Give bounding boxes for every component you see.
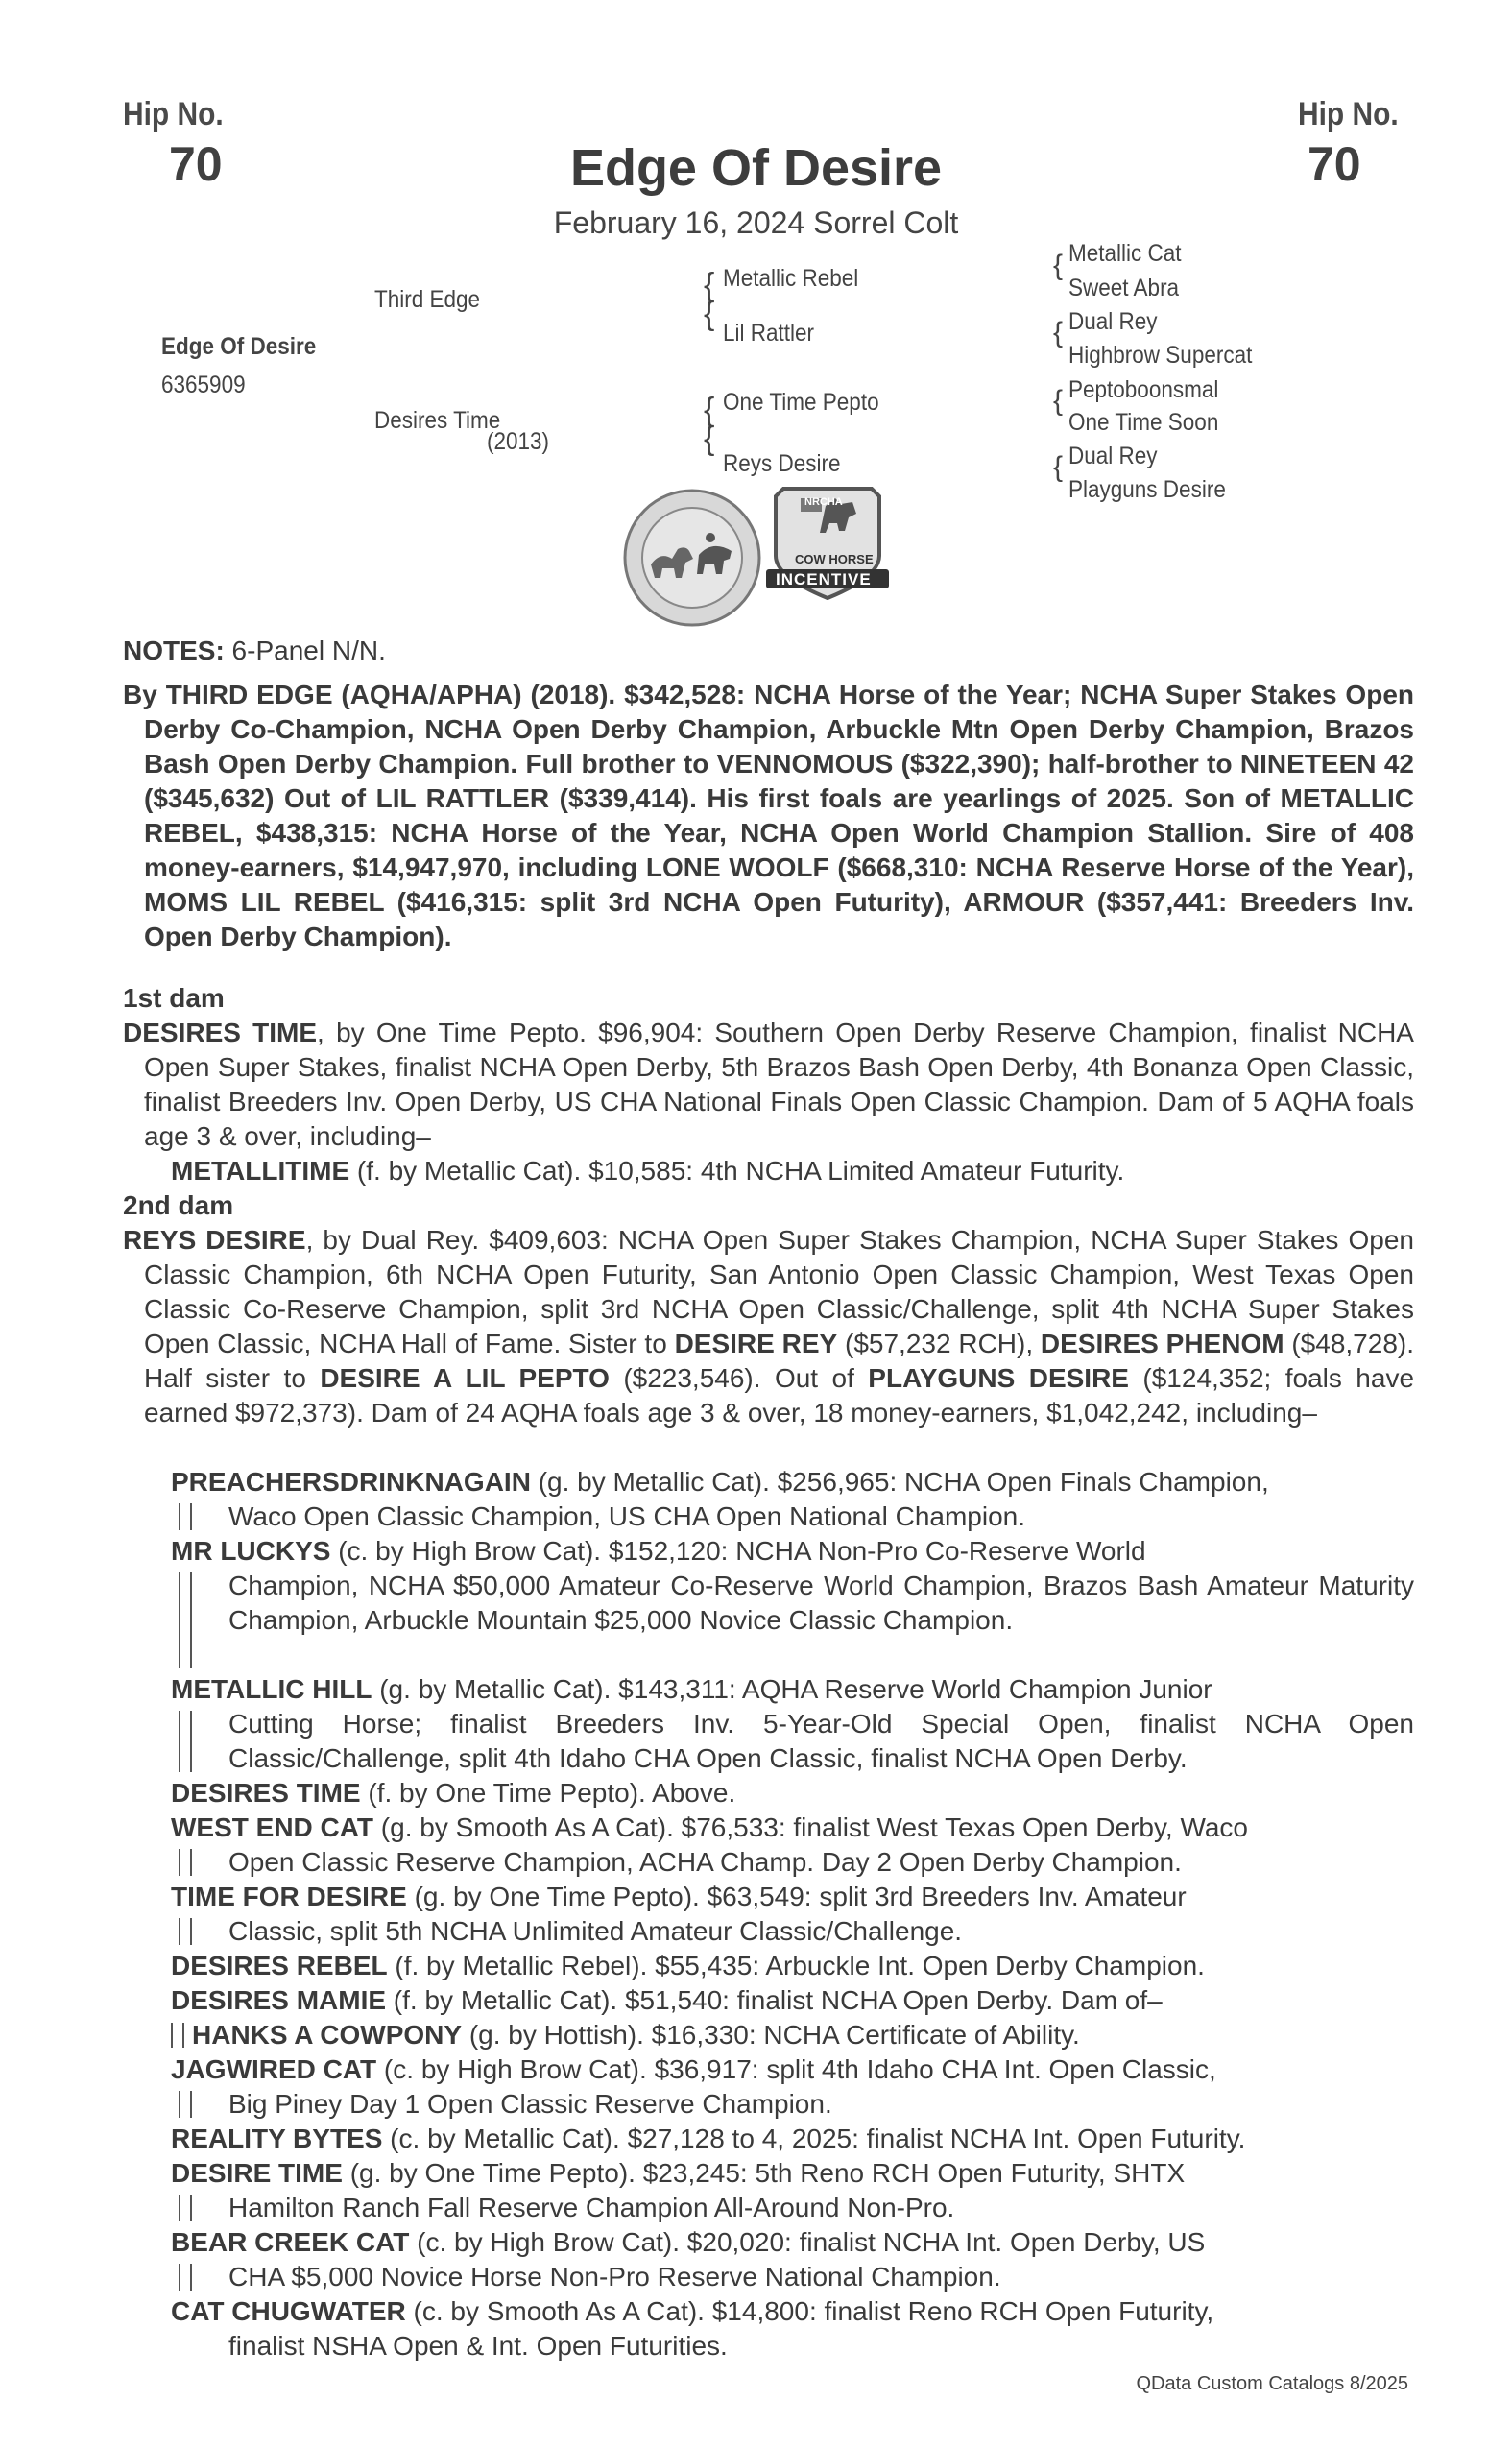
- lineage-bars: [179, 1711, 192, 1772]
- brace-g5: {: [1053, 385, 1064, 417]
- progeny-entry-8: [171, 1983, 1414, 2018]
- foaling-info: February 16, 2024 Sorrel Colt: [553, 205, 959, 240]
- brace-dam-low: {: [704, 420, 715, 457]
- second-dam-text-2: ($57,232 RCH),: [837, 1329, 1041, 1358]
- pedigree-g3: Dual Rey: [1068, 308, 1158, 335]
- pedigree-g6: One Time Soon: [1068, 409, 1219, 436]
- pedigree-sire-dam: Lil Rattler: [723, 320, 815, 347]
- badge-mid-text: COW HORSE: [795, 552, 874, 566]
- horse-name-title: Edge Of Desire: [569, 139, 943, 197]
- brace-g1: {: [1053, 250, 1064, 281]
- progeny-detail-5: (g. by Smooth As A Cat). $76,533: finalist West Texas Open Derby, Waco: [373, 1812, 1248, 1842]
- brace-dam: {: [704, 392, 715, 428]
- hip-number-left: 70: [169, 137, 223, 191]
- progeny-detail-6: (g. by One Time Pepto). $63,549: split 3rd Breeders Inv. Amateur: [406, 1882, 1187, 1911]
- progeny-name-5: WEST END CAT: [171, 1812, 374, 1842]
- progeny-continuation-12: CHA $5,000 Novice Horse Non-Pro Reserve National Champion.: [228, 2262, 1001, 2292]
- second-dam-name: REYS DESIRE: [123, 1225, 306, 1255]
- pedigree-g1: Metallic Cat: [1068, 240, 1182, 267]
- pedigree-dam-sire: One Time Pepto: [723, 389, 879, 416]
- progeny-entry-12: [171, 2225, 1414, 2294]
- progeny-name-13: CAT CHUGWATER: [171, 2296, 406, 2326]
- notes-line: [123, 634, 386, 668]
- progeny-name-4: DESIRES TIME: [171, 1778, 361, 1808]
- first-dam-offspring: [171, 1154, 1124, 1188]
- progeny-detail-7: (f. by Metallic Rebel). $55,435: Arbuckle Int. Open Derby Champion.: [387, 1951, 1205, 1980]
- pedigree-g7: Dual Rey: [1068, 443, 1158, 469]
- progeny-entry-6: [171, 1880, 1414, 1949]
- progeny-name-12: BEAR CREEK CAT: [171, 2227, 410, 2257]
- second-dam-dam: PLAYGUNS DESIRE: [868, 1363, 1129, 1393]
- brace-sire-low: {: [704, 296, 715, 332]
- progeny-detail-3: (g. by Metallic Cat). $143,311: AQHA Reserve World Champion Junior: [372, 1674, 1212, 1704]
- second-dam-text-5: ($124,352; foals have earned $972,373). Dam of 24 AQHA foals age 3 & over, 18 money-earners, $1,042,242, including–: [144, 1363, 1415, 1428]
- catalog-footer: QData Custom Catalogs 8/2025: [1136, 2373, 1408, 2394]
- progeny-name-7: DESIRES REBEL: [171, 1951, 388, 1980]
- progeny-entry-1: [171, 1465, 1414, 1534]
- progeny-entry-5: [171, 1811, 1414, 1880]
- first-dam-offspring-name: METALLITIME: [171, 1156, 350, 1186]
- progeny-detail-11: (g. by One Time Pepto). $23,245: 5th Reno RCH Open Futurity, SHTX: [342, 2158, 1186, 2188]
- progeny-entry-2: [171, 1534, 1414, 1638]
- progeny-continuation-2: Champion, NCHA $50,000 Amateur Co-Reserve World Champion, Brazos Bash Amateur Maturity Champion, Arbuckle Mountain $25,000 Novice Classic Champion.: [228, 1571, 1414, 1635]
- hip-label-right: Hip No.: [1298, 96, 1399, 132]
- progeny-name-11: DESIRE TIME: [171, 2158, 343, 2188]
- progeny-entry-10: [171, 2122, 1414, 2156]
- progeny-entry-4: [171, 1776, 1414, 1811]
- pedigree-reg-number: 6365909: [161, 372, 246, 398]
- pedigree-sire: Third Edge: [374, 286, 481, 313]
- lineage-bars: [171, 2023, 184, 2048]
- pedigree-g2: Sweet Abra: [1068, 275, 1180, 301]
- hip-label-left: Hip No.: [123, 96, 224, 132]
- brace-g3: {: [1053, 317, 1064, 348]
- second-dam-half-sibling: DESIRE A LIL PEPTO: [320, 1363, 610, 1393]
- progeny-continuation-13: finalist NSHA Open & Int. Open Futurities.: [228, 2331, 728, 2361]
- progeny-entry-3: [171, 1672, 1414, 1776]
- progeny-entry-13: [171, 2294, 1414, 2364]
- second-dam-text-3: ($48,728). Half sister to: [144, 1329, 1414, 1393]
- lineage-bars: [179, 2091, 192, 2118]
- pedigree-dam: Desires Time: [374, 407, 501, 434]
- progeny-continuation-1: Waco Open Classic Champion, US CHA Open National Champion.: [228, 1501, 1026, 1531]
- badge-top-text: NRCHA: [804, 496, 843, 508]
- progeny-detail-10: (c. by Metallic Cat). $27,128 to 4, 2025: finalist NCHA Int. Open Futurity.: [382, 2124, 1246, 2153]
- grand-offspring-entry: [171, 2018, 1080, 2052]
- pedigree-dam-year: (2013): [487, 428, 550, 455]
- progeny-detail-2: (c. by High Brow Cat). $152,120: NCHA Non-Pro Co-Reserve World: [330, 1536, 1146, 1566]
- progeny-detail-13: (c. by Smooth As A Cat). $14,800: finalist Reno RCH Open Futurity,: [405, 2296, 1214, 2326]
- pedigree-g4: Highbrow Supercat: [1068, 342, 1253, 369]
- notes-label: NOTES:: [123, 636, 225, 665]
- second-dam-paragraph: [123, 1223, 1414, 1430]
- second-dam-heading: 2nd dam: [123, 1190, 234, 1220]
- hip-number-right: 70: [1308, 137, 1361, 191]
- pedigree-sire-sire: Metallic Rebel: [723, 265, 859, 292]
- first-dam-text: , by One Time Pepto. $96,904: Southern Open Derby Reserve Champion, finalist NCHA Open Super Stakes, finalist NCHA Open Derby, 5th Brazos Bash Open Derby, 4th Bonanza Open Classic, finalist Breeders Inv. Open Derby, US CHA National Finals Open Classic Champion. Dam of 5 AQHA foals age 3 & over, including–: [144, 1018, 1414, 1151]
- lineage-bars: [179, 1572, 192, 1668]
- progeny-name-3: METALLIC HILL: [171, 1674, 372, 1704]
- progeny-name-9: JAGWIRED CAT: [171, 2054, 377, 2084]
- progeny-continuation-3: Cutting Horse; finalist Breeders Inv. 5-Year-Old Special Open, finalist NCHA Open Classic/Challenge, split 4th Idaho CHA Open Classic, finalist NCHA Open Derby.: [228, 1709, 1414, 1773]
- first-dam-name: DESIRES TIME: [123, 1018, 318, 1047]
- second-dam-sibling-1: DESIRE REY: [674, 1329, 838, 1358]
- lineage-bars: [179, 1503, 192, 1530]
- progeny-continuation-11: Hamilton Ranch Fall Reserve Champion All-Around Non-Pro.: [228, 2193, 955, 2222]
- grand-offspring-text: (g. by Hottish). $16,330: NCHA Certificate of Ability.: [462, 2020, 1080, 2050]
- brace-g7: {: [1053, 451, 1064, 483]
- progeny-name-10: REALITY BYTES: [171, 2124, 383, 2153]
- progeny-continuation-5: Open Classic Reserve Champion, ACHA Champ. Day 2 Open Derby Champion.: [228, 1847, 1182, 1877]
- progeny-name-2: MR LUCKYS: [171, 1536, 331, 1566]
- pedigree-g5: Peptoboonsmal: [1068, 376, 1219, 403]
- progeny-entry-7: [171, 1949, 1414, 1983]
- progeny-detail-1: (g. by Metallic Cat). $256,965: NCHA Open Finals Champion,: [530, 1467, 1269, 1497]
- nrcha-cow-horse-incentive-badge: [766, 485, 889, 600]
- progeny-continuation-9: Big Piney Day 1 Open Classic Reserve Champion.: [228, 2089, 832, 2119]
- grand-offspring-name: HANKS A COWPONY: [192, 2020, 463, 2050]
- progeny-name-1: PREACHERSDRINKNAGAIN: [171, 1467, 531, 1497]
- second-dam-text-4: ($223,546). Out of: [609, 1363, 869, 1393]
- sire-paragraph: By THIRD EDGE (AQHA/APHA) (2018). $342,528: NCHA Horse of the Year; NCHA Super Stakes Open Derby Co-Champion, NCHA Open Derby Champion, Arbuckle Mtn Open Derby Champion, Brazos Bash Open Derby Champion. Full brother to VENNOMOUS ($322,390); half-brother to NINETEEN 42 ($345,632) Out of LIL RATTLER ($339,414). His first foals are yearlings of 2025. Son of METALLIC REBEL, $438,315: NCHA Horse of the Year, NCHA Open World Champion Stallion. Sire of 408 money-earners, $14,947,970, including LONE WOOLF ($668,310: NCHA Reserve Horse of the Year), MOMS LIL REBEL ($416,315: split 3rd NCHA Open Futurity), ARMOUR ($357,441: Breeders Inv. Open Derby Champion).: [123, 680, 1414, 951]
- progeny-entry-11: [171, 2156, 1414, 2225]
- pedigree-subject: Edge Of Desire: [161, 333, 317, 360]
- progeny-detail-4: (f. by One Time Pepto). Above.: [360, 1778, 736, 1808]
- progeny-continuation-6: Classic, split 5th NCHA Unlimited Amateur Classic/Challenge.: [228, 1916, 963, 1946]
- progeny-name-8: DESIRES MAMIE: [171, 1985, 387, 2015]
- lineage-bars: [179, 1918, 192, 1945]
- first-dam-paragraph: [123, 1016, 1414, 1154]
- second-dam-text-1: , by Dual Rey. $409,603: NCHA Open Super Stakes Champion, NCHA Super Stakes Open Classic Champion, 6th NCHA Open Futurity, San Antonio Open Classic Champion, West Texas Open Classic Co-Reserve Champion, split 3rd NCHA Open Classic/Challenge, split 4th NCHA Super Stakes Open Classic, NCHA Hall of Fame. Sister to: [144, 1225, 1414, 1358]
- brace-sire: {: [704, 267, 715, 303]
- notes-text: 6-Panel N/N.: [224, 636, 386, 665]
- first-dam-heading: 1st dam: [123, 983, 225, 1013]
- pedigree-dam-dam: Reys Desire: [723, 450, 841, 477]
- second-dam-sibling-2: DESIRES PHENOM: [1040, 1329, 1284, 1358]
- progeny-entry-9: [171, 2052, 1414, 2122]
- pedigree-g8: Playguns Desire: [1068, 476, 1226, 503]
- badge-banner-text: INCENTIVE: [776, 570, 872, 588]
- progeny-detail-8: (f. by Metallic Cat). $51,540: finalist NCHA Open Derby. Dam of–: [386, 1985, 1163, 2015]
- ncha-weaned-foal-seal-logo: [622, 488, 762, 628]
- progeny-name-6: TIME FOR DESIRE: [171, 1882, 407, 1911]
- progeny-detail-9: (c. by High Brow Cat). $36,917: split 4th Idaho CHA Int. Open Classic,: [376, 2054, 1216, 2084]
- progeny-detail-12: (c. by High Brow Cat). $20,020: finalist NCHA Int. Open Derby, US: [409, 2227, 1206, 2257]
- first-dam-offspring-text: (f. by Metallic Cat). $10,585: 4th NCHA Limited Amateur Futurity.: [349, 1156, 1125, 1186]
- lineage-bars: [179, 2264, 192, 2291]
- lineage-bars: [179, 2195, 192, 2221]
- lineage-bars: [179, 1849, 192, 1876]
